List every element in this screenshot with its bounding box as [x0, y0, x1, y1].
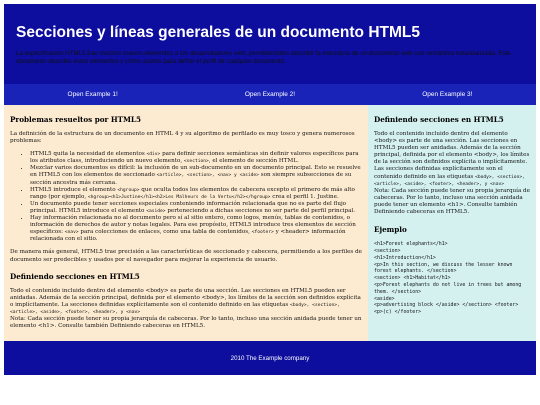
- list-item-text: crea el perfil 1. Justine.: [270, 193, 339, 200]
- summary-paragraph: De manera más general, HTML5 trae precisión a las características de seccionado y cabecera, permitiendo a los perfiles de documento ser predecibles y usados por el navegador para mejorar la experiencia de usuario.: [10, 249, 362, 263]
- inline-code: <nav>: [64, 230, 79, 236]
- aside-paragraph: [374, 131, 530, 188]
- inline-code: <hgroup><h1>Justine</h1><h2>Les Malheurs de la Vertu</h2></hgroup>: [87, 194, 271, 200]
- sections-paragraph: [10, 288, 362, 316]
- page-footer: [4, 341, 536, 375]
- nav-link-example-1[interactable]: Open Example 1!: [67, 91, 118, 98]
- list-item-text: para definir secciones semánticas sin definir valores específicos para los atributos class, introduciendo un nuevo elemento,: [30, 151, 359, 165]
- list-item: [30, 151, 362, 165]
- nav-bar: [4, 84, 536, 105]
- inline-code: <div>: [146, 152, 161, 158]
- sections-heading: Definiendo secciones en HTML5: [10, 271, 140, 281]
- nav-link-example-2[interactable]: Open Example 2!: [244, 91, 296, 98]
- page-header: [4, 4, 536, 84]
- inline-code: <article>, <section>, <nav> y <aside>: [156, 173, 259, 179]
- page-description: La especificación HTML5 trae muchos nuevos elementos a los desarrolladores web, permitiéndoles describir la estructura de un documento web con semántica estandarizada. Este documento describe estos elementos y cómo usarlos para definir el perfil de cualquier documento.: [16, 50, 511, 65]
- inline-code: <footer>: [251, 230, 274, 236]
- list-item-text: y <header> información relacionada con el sitio.: [30, 229, 346, 243]
- list-item-text: HTML5 quita la necesidad de elementos: [30, 151, 147, 158]
- list-item-text: Un documento puede tener secciones especiales conteniendo información relacionada que no es parte del flujo principal. HTML5 introduce el elemento: [30, 200, 347, 214]
- problems-list: [10, 151, 362, 243]
- aside-panel: [368, 105, 536, 341]
- nav-link-example-3[interactable]: Open Example 3!: [422, 91, 473, 98]
- list-item-text: que oculta todos los elementos de cabecera excepto el primero de más alto rango (por ejemplo,: [30, 186, 355, 200]
- intro-paragraph: La definición de la estructura de un documento en HTML 4 y su algoritmo de perfilado es muy tosco y genera numerosos problemas:: [10, 131, 355, 145]
- example-code-block: <h1>Forest elephants</h1> <section> <h1>Introduction</h1> <p>In this section, we discuss the lesser known forest elephants. </section> <section> <h1>Habitat</h1> <p>Forest elephants do not live in trees but among them. </section> <aside> <p>advertising block </aside> </section> <footer> <p>(c) </footer>: [374, 241, 522, 316]
- list-item-text: Hay información relacionada no al documento pero sí al sitio entero, como logos, menús, tablas de contenidos, o información de derechos de autor y notas legales. Para ese propósito, HTML5 introduce tres elementos de sección específicos:: [30, 215, 356, 236]
- footer-text: 2010 The Example company: [230, 354, 310, 362]
- aside-heading: Definiendo secciones en HTML5: [374, 115, 504, 124]
- list-item-text: Mezclar varios documentos es difícil: la inclusión de un sub-documento en un documento principal. Esto se resuelve en HTML5 con los elementos de seccionado: [30, 165, 361, 179]
- list-item: [30, 165, 362, 186]
- aside-text: Todo el contenido incluido dentro del elemento <body> es parte de una sección. Las secciones en HTML5 pueden ser anidadas. Además de la sección principal, definida por el elemento <body>, los límites de la sección son definidos explícita o implícitamente. Las secciones definidas explícitamente son el contenido definido en las etiquetas: [374, 131, 530, 180]
- list-item: [30, 187, 362, 201]
- page-title: Secciones y líneas generales de un documento HTML5: [16, 24, 420, 41]
- aside-note: Nota: Cada sección puede tener su propia jerarquía de cabeceras. Por lo tanto, incluso una sección anidada puede tener un elemento <h1>. Consulte también Definiendo cabeceras en HTML5.: [374, 187, 530, 216]
- list-item-text: para colecciones de enlaces, como una tabla de contenidos,: [78, 229, 252, 236]
- sections-text: Todo el contenido incluido dentro del elemento <body> es parte de una sección. Las secciones en HTML5 pueden ser anidadas. Además de la sección principal, definida por el elemento <body>, los límites de la sección son definidos explícita o implícitamente. La secciones definidas explícitamente son el contenido definido en las etiquetas: [10, 287, 361, 308]
- list-item-text: HTML5 introduce el elemento: [30, 186, 118, 193]
- list-item: [30, 201, 362, 215]
- list-item-text: , el elemento de sección HTML.: [208, 158, 299, 165]
- inline-code: <hgroup>: [117, 187, 140, 193]
- sections-note: Nota: Cada sección puede tener su propia jerarquía de cabeceras. Por lo tanto, incluso una sección anidada puede tener un elemento <h1>. Consulte también Definiendo cabeceras en HTML5.: [10, 315, 362, 330]
- problems-heading: Problemas resueltos por HTML5: [10, 115, 141, 124]
- inline-code: <aside>: [146, 208, 166, 214]
- inline-code: <body>, <section>, <article>, <aside>, <footer>, <header>, y <nav>: [10, 302, 340, 315]
- list-item: [30, 215, 362, 243]
- inline-code: <section>: [183, 159, 209, 165]
- example-heading: Ejemplo: [374, 225, 407, 235]
- list-item-text: son siempre subsecciones de su sección ancestra más cercana.: [30, 172, 352, 186]
- main-content: [4, 105, 368, 341]
- list-item-text: perteneciendo a dichas secciones no ser parte del perfil principal.: [165, 207, 356, 214]
- inline-code: <body>, <section>, <article>, <aside>, <footer>, <header>, y <nav>: [374, 174, 525, 187]
